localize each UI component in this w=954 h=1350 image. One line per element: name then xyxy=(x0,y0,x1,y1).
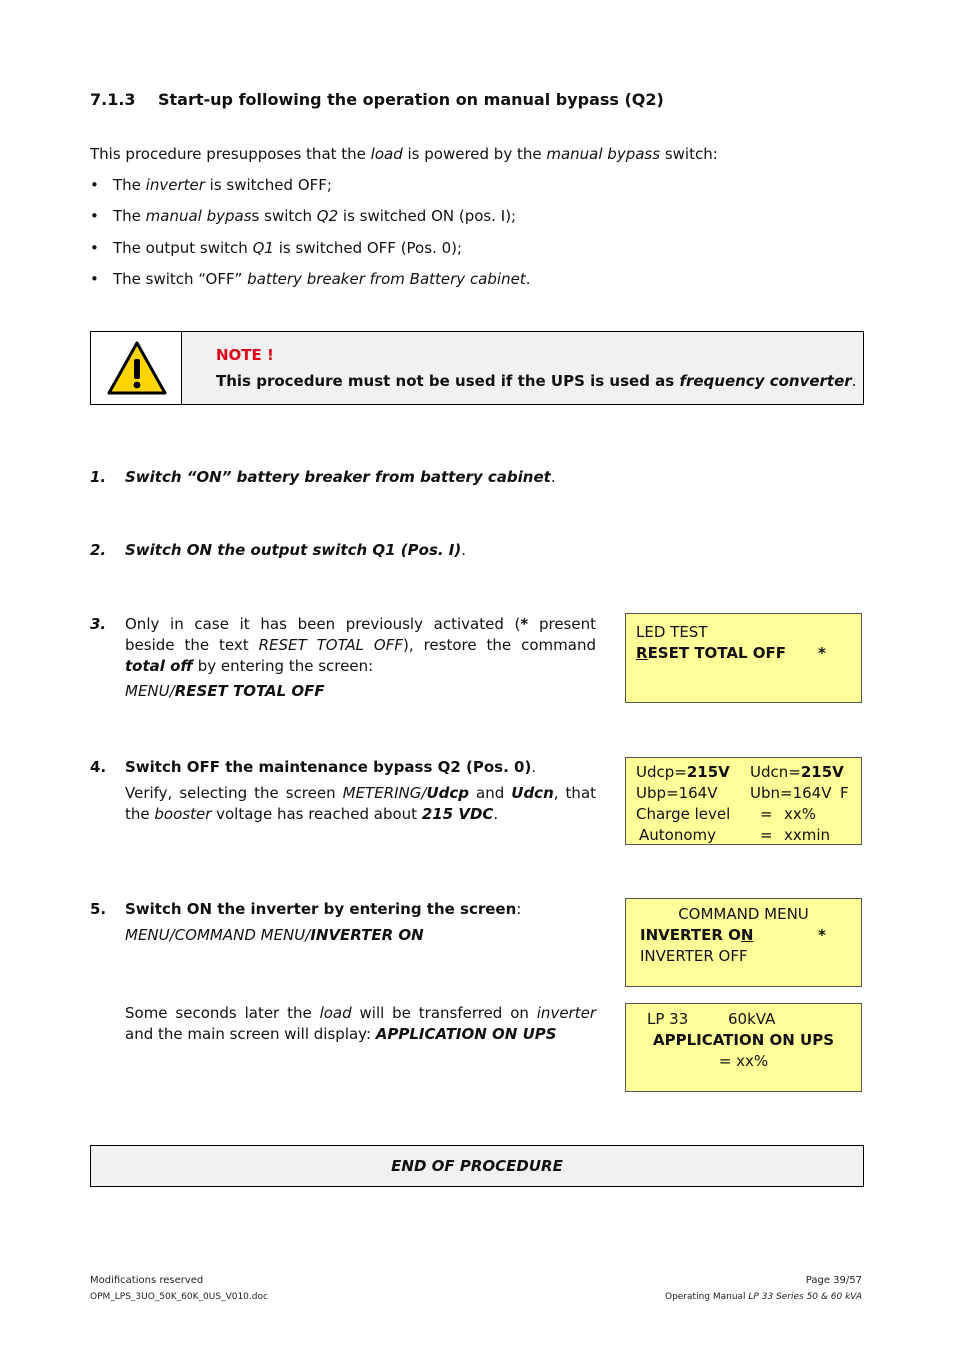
lcd-line: Ubp=164V Ubn=164V F xyxy=(636,784,849,802)
step-4-title: Switch OFF the maintenance bypass Q2 (Pos. 0). xyxy=(125,758,537,776)
lcd-line: INVERTER OFF xyxy=(640,947,748,965)
step-5-menu-path: MENU/COMMAND MENU/INVERTER ON xyxy=(125,926,424,944)
lcd-line: APPLICATION ON UPS xyxy=(652,1031,835,1049)
lcd-line: LED TEST xyxy=(636,623,708,641)
lcd-line: LP 33 60kVA xyxy=(647,1010,776,1028)
step-1: 1. Switch “ON” battery breaker from battery cabinet. xyxy=(90,468,556,486)
bullet-item: • The switch “OFF” battery breaker from Battery cabinet. xyxy=(90,270,531,288)
bullet-item: • The output switch Q1 is switched OFF (Pos. 0); xyxy=(90,239,463,257)
lcd-line-selected: INVERTER ON * xyxy=(640,926,826,944)
lcd-screen-reset xyxy=(625,613,862,703)
lcd-line: Udcp=215V Udcn=215V xyxy=(636,763,844,781)
step-3-text: Only in case it has been previously activated (* present beside the text RESET TOTAL OFF), restore the command total off by entering the screen: xyxy=(125,615,596,675)
note-icon-cell xyxy=(91,332,182,404)
note-text: This procedure must not be used if the UPS is used as frequency converter. xyxy=(216,372,857,390)
page-number: Page 39/57 xyxy=(805,1275,862,1286)
step-4-number: 4. xyxy=(90,758,107,776)
step-3-number: 3. xyxy=(90,615,107,633)
step-3-menu-path: MENU/RESET TOTAL OFF xyxy=(125,682,325,700)
lcd-screen-metering xyxy=(625,757,862,845)
lcd-screen-main xyxy=(625,1003,862,1092)
footer-right-2: Operating Manual LP 33 Series 50 & 60 kVA xyxy=(665,1292,862,1302)
lcd-screen-command-menu xyxy=(625,898,862,987)
lcd-line: Autonomy = xxmin xyxy=(639,826,831,844)
lcd-title: COMMAND MENU xyxy=(678,905,809,923)
note-box xyxy=(90,331,864,405)
bullet-item: • The inverter is switched OFF; xyxy=(90,176,332,194)
warning-triangle-icon xyxy=(106,340,168,396)
footer-left-1: Modifications reserved xyxy=(90,1275,204,1286)
step-5-number: 5. xyxy=(90,900,107,918)
note-title: NOTE ! xyxy=(216,346,274,364)
footer-left-2: OPM_LPS_3UO_50K_60K_0US_V010.doc xyxy=(90,1292,268,1302)
section-number: 7.1.3 xyxy=(90,90,136,109)
bullet-item: • The manual bypass switch Q2 is switched ON (pos. I); xyxy=(90,207,517,225)
step-5-title: Switch ON the inverter by entering the screen: xyxy=(125,900,522,918)
step-4-text: Verify, selecting the screen METERING/Udcp and Udcn, that the booster voltage has reached about 215 VDC. xyxy=(125,784,597,823)
step-2: 2. Switch ON the output switch Q1 (Pos. I). xyxy=(90,541,467,559)
lcd-line-selected: RESET TOTAL OFF * xyxy=(636,644,826,662)
lcd-line: Charge level = xx% xyxy=(636,805,817,823)
step-5-text: Some seconds later the load will be transferred on inverter and the main screen will display: APPLICATION ON UPS xyxy=(125,1004,596,1043)
section-title: Start-up following the operation on manual bypass (Q2) xyxy=(158,90,664,109)
section-heading xyxy=(90,90,664,109)
lcd-line: = xx% xyxy=(718,1052,769,1070)
intro-paragraph: This procedure presupposes that the load is powered by the manual bypass switch: xyxy=(90,145,718,163)
end-of-procedure-box: END OF PROCEDURE xyxy=(90,1145,864,1187)
